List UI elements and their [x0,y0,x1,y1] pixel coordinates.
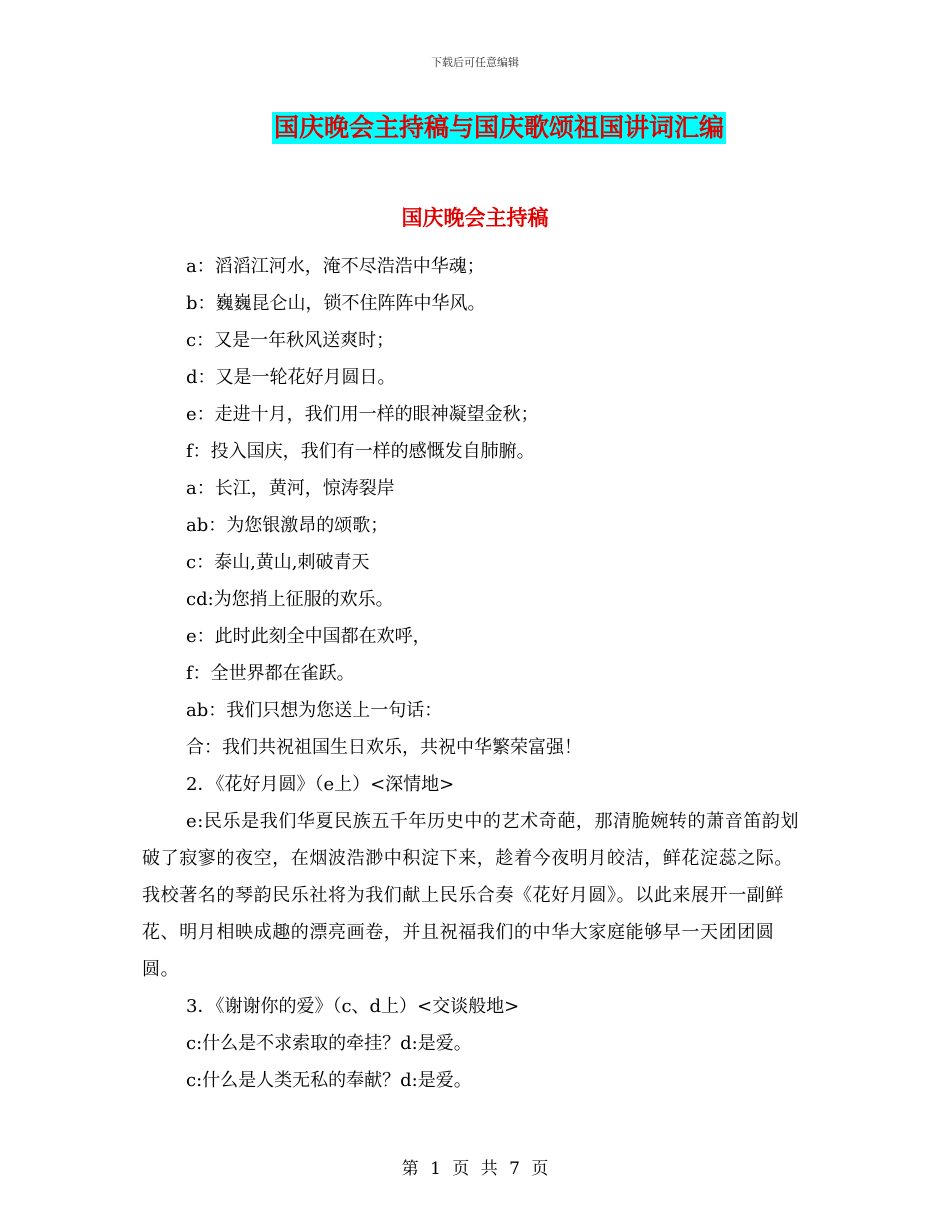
text-line: c：又是一年秋风送爽时； [186,330,395,351]
text-line: e：走进十月，我们用一样的眼神凝望金秋； [186,404,539,425]
text-line: 合：我们共祝祖国生日欢乐，共祝中华繁荣富强！ [186,737,582,758]
text-line: cd:为您捎上征服的欢乐。 [186,589,394,610]
text-line: c:什么是不求索取的牵挂？d:是爱。 [186,1033,472,1054]
document-body [142,248,802,1099]
main-title-container [0,112,950,144]
text-line: 3．《谢谢你的爱》（c、d上）<交谈般地> [186,996,520,1017]
text-line: ab：为您银激昂的颂歌； [186,515,389,536]
section-title: 国庆晚会主持稿 [401,206,549,230]
text-line: c:什么是人类无私的奉献？d:是爱。 [186,1070,472,1091]
text-line: d：又是一轮花好月圆日。 [186,367,396,388]
text-line: f：全世界都在雀跃。 [186,663,355,684]
page-footer: 第 1 页 共 7 页 [401,1159,549,1179]
text-line: a：滔滔江河水，淹不尽浩浩中华魂； [186,256,485,277]
text-line: b：巍巍昆仑山，锁不住阵阵中华风。 [186,293,486,314]
text-line: f：投入国庆，我们有一样的感慨发自肺腑。 [186,441,535,462]
paragraph: e:民乐是我们华夏民族五千年历史中的艺术奇葩，那清脆婉转的萧音笛韵划破了寂寥的夜空，在烟波浩渺中积淀下来，趁着今夜明月皎洁，鲜花淀蕊之际。我校著名的琴韵民乐社将为我们献上民乐合奏《花好月圆》。以此来展开一副鲜花、明月相映成趣的漂亮画卷，并且祝福我们的中华大家庭能够早一天团团圆圆。 [142,811,800,980]
text-line: a：长江，黄河，惊涛裂岸 [186,478,395,499]
text-line: ab：我们只想为您送上一句话： [186,700,443,721]
main-title: 国庆晚会主持稿与国庆歌颂祖国讲词汇编 [273,113,724,142]
header-note: 下载后可任意编辑 [431,56,519,69]
text-line: c：泰山,黄山,刺破青天 [186,552,370,573]
text-line: e：此时此刻全中国都在欢呼， [186,626,431,647]
text-line: 2．《花好月圆》（e上）<深情地> [186,774,455,795]
